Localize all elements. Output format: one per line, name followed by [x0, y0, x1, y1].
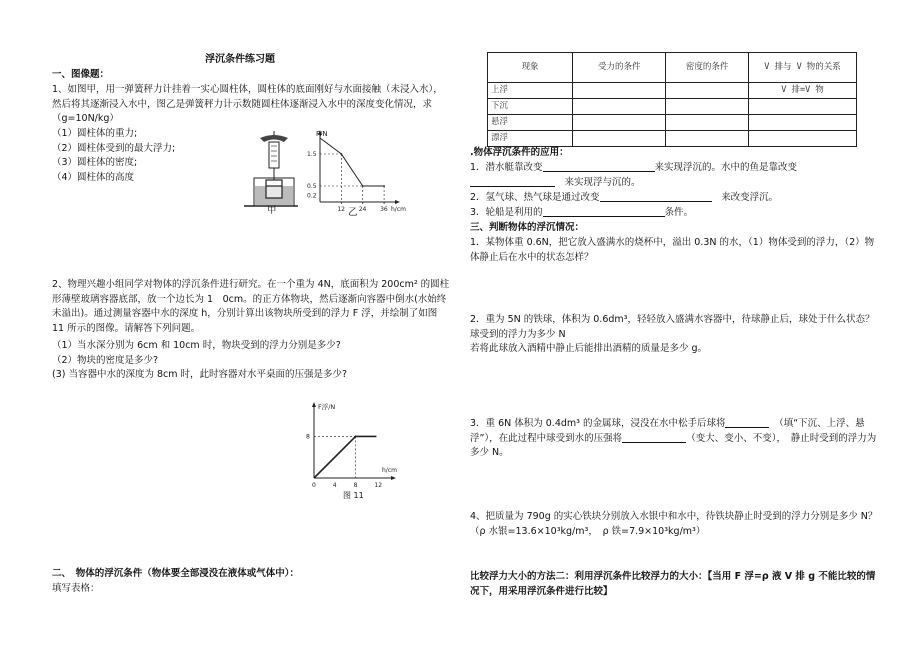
table-cell: V 排=V 物 [749, 83, 857, 99]
q2-item-3: (3) 当容器中水的深度为 8cm 时，此时容器对水平桌面的压强是多少? [52, 369, 348, 381]
table-cell: 上浮 [488, 83, 573, 99]
chart-fig11-x-tick-label: 8 [353, 482, 358, 489]
application-1-text-c: 来实现浮与沉的。 [564, 176, 641, 188]
table-cell [573, 99, 666, 115]
application-1-text: 1．潜水艇靠改变 [470, 162, 543, 173]
applications-heading: .物体浮沉条件的应用： [470, 147, 569, 158]
table-row [488, 131, 857, 147]
blank-2[interactable] [470, 176, 555, 187]
chart-fig11-x-tick-label: 0 [312, 482, 316, 489]
blank-6[interactable] [622, 432, 686, 443]
chart-fig11-ylabel: F浮/N [318, 403, 336, 411]
figure-11-caption: 图 11 [343, 491, 364, 500]
section-3-heading: 三、判断物体的浮沉情况： [470, 222, 585, 233]
chart-fig11-x-tick-label: 4 [332, 482, 337, 489]
chart-yi-xlabel: h/cm [391, 206, 406, 213]
table-cell [666, 83, 749, 99]
table-cell: 漂浮 [488, 131, 573, 147]
table-header-row [488, 53, 857, 83]
application-3-text: 3．轮船是利用的 [470, 207, 543, 218]
table-cell [749, 115, 857, 131]
table-row [488, 99, 857, 115]
chart-yi-y-tick-label: 0.2 [307, 192, 317, 200]
table-header-cell: 密度的条件 [666, 53, 749, 83]
problem-3-text-c: （变大、变小、不变）， 静止时受到的浮力为多少 N。 [470, 432, 877, 459]
chart-yi-y-tick-label: 0.5 [307, 183, 317, 190]
section-1-heading: 一、图像题： [52, 69, 110, 80]
table-header-cell: 受力的条件 [573, 53, 666, 83]
problem-1: 1．某物体重 0.6N，把它放入盛满水的烧杯中，溢出 0.3N 的水，（1）物体受到的浮力，（2）物体静止后在水中的状态怎样？ [470, 237, 875, 263]
table-cell [749, 99, 857, 115]
chart-yi-x-tick-label: 24 [358, 206, 367, 213]
chart-yi-series-line [320, 138, 384, 186]
q2-item-2: （2）物块的密度是多少? [52, 354, 159, 366]
section-2-heading: 二、 物体的浮沉条件（物体要全部浸没在液体或气体中）： [52, 568, 300, 579]
problem-2 [470, 313, 880, 357]
blank-1[interactable] [543, 161, 655, 172]
problem-3-text: 3．重 6N 体积为 0.4dm³ 的金属球，浸没在水中松手后球将 [470, 418, 726, 429]
q2-stem: 2、物理兴趣小组同学对物体的浮沉条件进行研究。在一个重为 4N，底面积为 200cm² 的圆柱形薄壁玻璃容器底部，放一个边长为 1 0cm。的正方体物块，然后逐渐向容器中倒水(水始终未溢出)。通过测量容器中水的深度 h，分别计算出该物块所受到的浮力 F 浮，并绘制了如图 11 所示的图像。请解答下列问题。 [52, 279, 450, 335]
table-row [488, 115, 857, 131]
q2-item-1: （1）当水深分别为 6cm 和 10cm 时，物块受到的浮力分别是多少? [52, 340, 341, 351]
chart-fig11-series-line [314, 436, 376, 478]
table-cell [573, 83, 666, 99]
chart-yi-x-tick-label: 12 [337, 206, 346, 213]
problem-2-text: 2．重为 5N 的铁球，体积为 0.6dm³，轻轻放入盛满水容器中，待球静止后，球处于什么状态？球受到的浮力为多少 N [470, 314, 875, 340]
problem-3 [470, 417, 880, 461]
problem-4: 4、把质量为 790g 的实心铁块分别放入水银中和水中，待铁块静止时受到的浮力分别是多少 N？（ρ 水银=13.6×10³kg/m³， ρ 铁=7.9×10³kg/m³） [470, 511, 878, 537]
table-header-cell: V 排与 V 物的关系 [749, 53, 857, 83]
table-cell [573, 131, 666, 147]
chart-fig11-y-tick-label: 8 [306, 433, 310, 441]
q1-stem: 1、如图甲，用一弹簧秤力计挂着一实心圆柱体，圆柱体的底面刚好与水面接触（未浸入水），然后将其逐渐浸入水中，图乙是弹簧秤力计示数随圆柱体逐渐浸入水中的深度变化情况，求（g=10N/kg） [52, 84, 443, 125]
q2-items [52, 339, 452, 383]
compare-method-lead: 比较浮力大小的方法二：利用浮沉条件比较浮力的大小： [470, 571, 708, 582]
q1-items [52, 127, 252, 186]
figure-jia-label: 甲 [267, 205, 277, 216]
chart-fig11 [298, 398, 408, 500]
application-2-text-b: 来改变浮沉。 [721, 192, 779, 203]
application-3 [470, 206, 880, 221]
q1-item-3: （3）圆柱体的密度; [52, 157, 138, 169]
chart-yi-y-tick-label: 1.5 [307, 151, 317, 158]
float-sink-conditions-table [487, 52, 857, 147]
table-cell: 悬浮 [488, 115, 573, 131]
figure-yi-label: 乙 [348, 207, 358, 218]
fill-table-instruction: 填写表格： [52, 583, 100, 594]
chart-fig11-x-tick-label: 12 [374, 482, 383, 489]
q1-item-2: （2）圆柱体受到的最大浮力; [52, 142, 176, 154]
table-row [488, 83, 857, 99]
application-3-text-b: 条件。 [664, 207, 694, 218]
application-2-text: 2．氢气球、热气球是通过改变 [470, 192, 600, 203]
application-1 [470, 161, 880, 190]
page-title: 浮沉条件练习题 [205, 54, 275, 65]
application-2 [470, 191, 880, 206]
blank-4[interactable] [543, 206, 665, 217]
problem-2-text-b: 若将此球放入酒精中静止后能排出酒精的质量是多少 g。 [470, 343, 708, 355]
chart-fig11-point [355, 435, 357, 437]
table-cell [573, 115, 666, 131]
chart-fig11-xlabel: h/cm [382, 467, 397, 474]
blank-5[interactable] [725, 417, 769, 428]
chart-yi-ylabel: F/N [316, 130, 328, 138]
chart-yi-x-tick-label: 36 [380, 206, 388, 213]
table-cell [749, 131, 857, 147]
blank-3[interactable] [600, 191, 712, 202]
table-cell [666, 99, 749, 115]
q1-item-1: （1）圆柱体的重力; [52, 128, 138, 139]
compare-method [470, 570, 880, 599]
table-cell: 下沉 [488, 99, 573, 115]
q1-item-4: （4）圆柱体的高度 [52, 172, 135, 184]
compare-method-note: 【当用 F 浮=ρ 液 V 排 g 不能比较的情况下，用采用浮沉条件进行比较】 [470, 571, 876, 597]
table-header-cell: 现象 [488, 53, 573, 83]
table-cell [666, 115, 749, 131]
problem-3-text-b: （填“下沉、上浮、悬浮”），在此过程中球受到水的压强将 [470, 418, 865, 444]
table-cell [666, 131, 749, 147]
application-1-text-b: 来实现浮沉的。水中的鱼是靠改变 [654, 162, 798, 173]
